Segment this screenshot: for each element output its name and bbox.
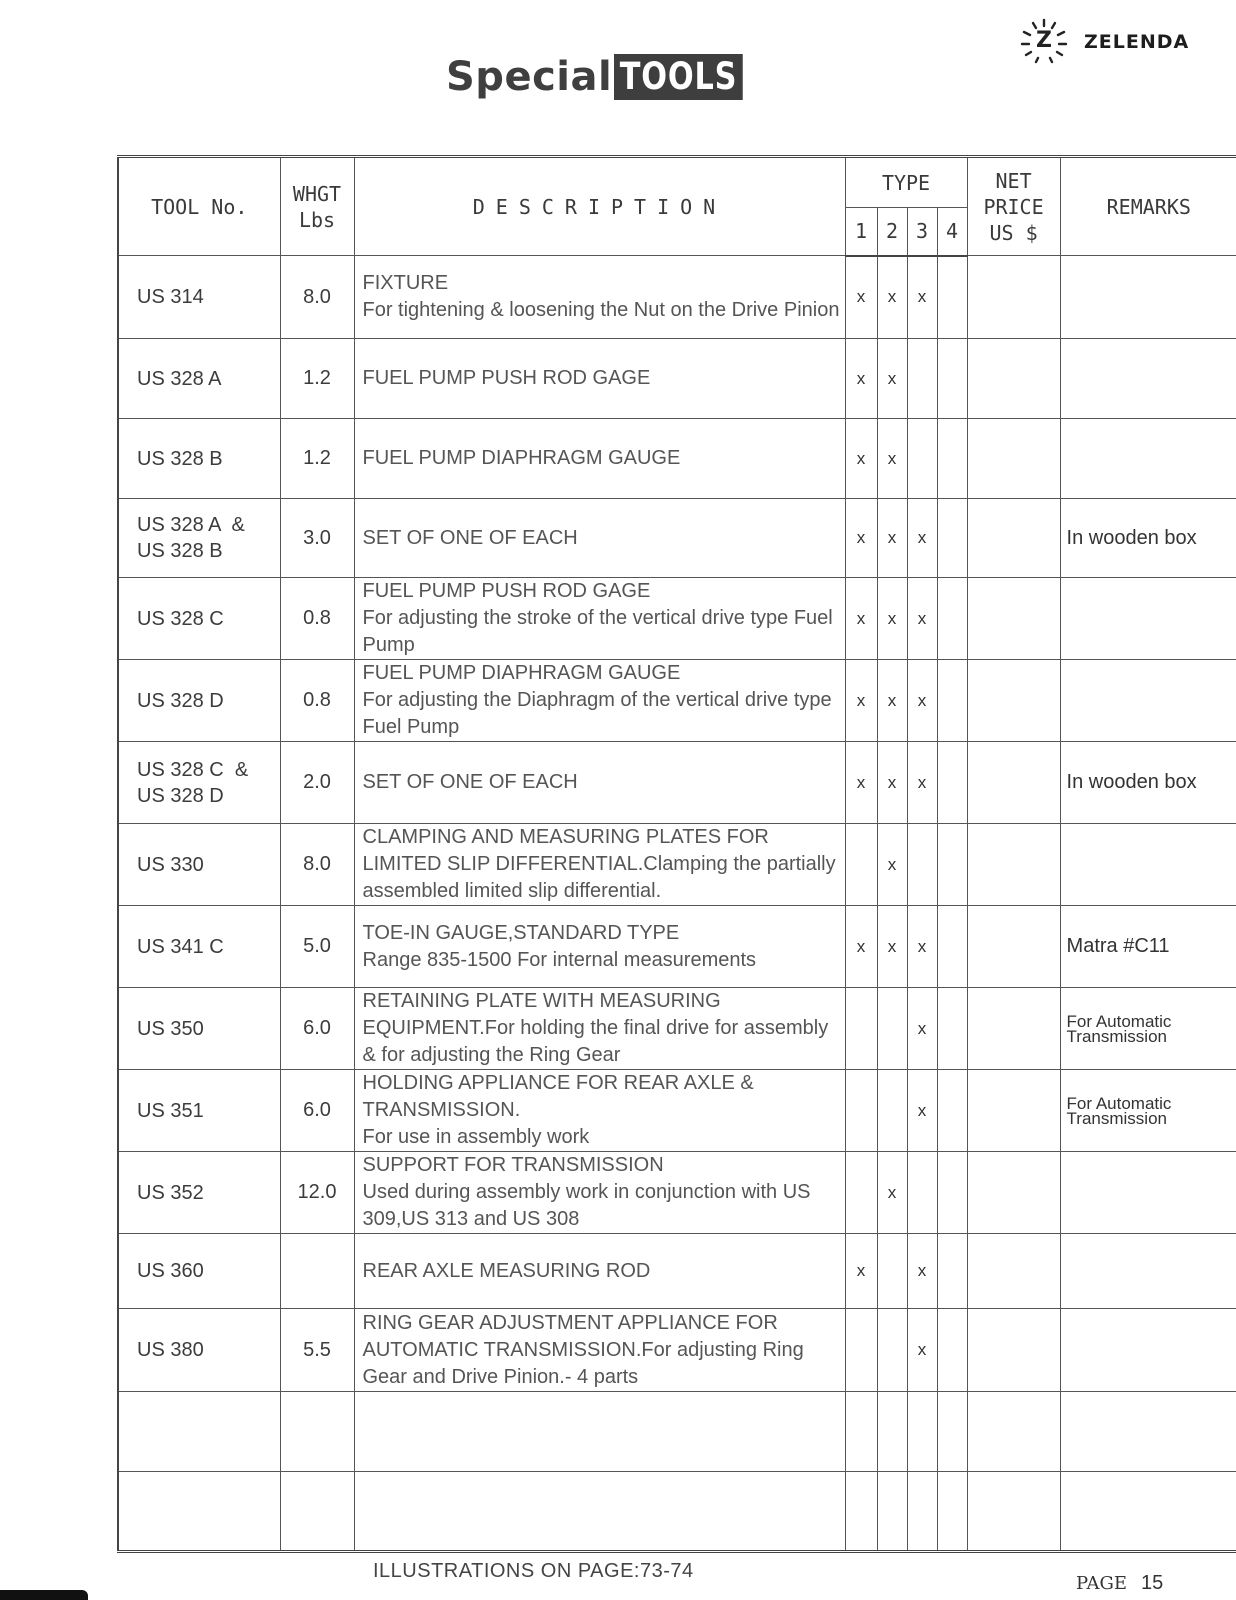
description-title: RING GEAR ADJUSTMENT APPLIANCE FOR AUTOMATIC TRANSMISSION.For adjusting Ring Gear and Drive Pinion.- 4 parts	[362, 1311, 804, 1388]
header-net-price	[967, 157, 1060, 256]
cell-net-price	[967, 339, 1060, 419]
cell-type-3: x	[907, 499, 937, 578]
cell-tool-no	[118, 256, 280, 339]
cell-remarks	[1060, 578, 1236, 660]
description-title: FUEL PUMP DIAPHRAGM GAUGE	[362, 662, 681, 684]
table-row	[118, 906, 1236, 988]
cell-net-price	[967, 1392, 1060, 1472]
cell-weight: 8.0	[280, 824, 354, 906]
cell-weight: 3.0	[280, 499, 354, 578]
cell-type-2	[877, 1234, 907, 1309]
cell-type-1: x	[845, 419, 877, 499]
title-tools-badge: TOOLS	[614, 54, 743, 100]
page-label: PAGE	[1076, 1573, 1127, 1594]
cell-type-2	[877, 1309, 907, 1392]
header-weight	[280, 157, 354, 256]
cell-type-4	[937, 742, 967, 824]
cell-type-2: x	[877, 906, 907, 988]
cell-description	[354, 499, 845, 578]
cell-description	[354, 578, 845, 660]
cell-weight: 0.8	[280, 660, 354, 742]
cell-weight	[280, 1234, 354, 1309]
cell-type-1: x	[845, 906, 877, 988]
cell-type-3	[907, 339, 937, 419]
cell-tool-no	[118, 339, 280, 419]
cell-type-3: x	[907, 1234, 937, 1309]
description-title: SET OF ONE OF EACH	[362, 771, 578, 793]
table-row	[118, 824, 1236, 906]
description-title: CLAMPING AND MEASURING PLATES FOR LIMITED SLIP DIFFERENTIAL.Clamping the partially assembled limited slip differential.	[362, 826, 836, 902]
cell-remarks	[1060, 1392, 1236, 1472]
cell-type-2	[877, 1392, 907, 1472]
description-title: SET OF ONE OF EACH	[362, 526, 578, 549]
cell-weight: 12.0	[280, 1152, 354, 1234]
table-row	[118, 988, 1236, 1070]
cell-remarks	[1060, 256, 1236, 339]
table-row	[118, 419, 1236, 499]
description-title: SUPPORT FOR TRANSMISSION	[362, 1154, 664, 1176]
cell-remarks	[1060, 1309, 1236, 1392]
cell-tool-no	[118, 906, 280, 988]
tool-no-line: US 341 C	[137, 935, 224, 958]
cell-remarks	[1060, 419, 1236, 499]
cell-net-price	[967, 1152, 1060, 1234]
cell-tool-no	[118, 578, 280, 660]
cell-type-1: x	[845, 339, 877, 419]
description-body: For tightening & loosening the Nut on the Drive Pinion	[362, 299, 840, 321]
cell-type-1: x	[845, 578, 877, 660]
cell-tool-no	[118, 1070, 280, 1152]
page-number-value: 15	[1140, 1572, 1164, 1594]
tool-no-line: US 350	[137, 1017, 204, 1040]
cell-type-1: x	[845, 499, 877, 578]
cell-net-price	[967, 660, 1060, 742]
cell-weight: 6.0	[280, 1070, 354, 1152]
cell-type-2: x	[877, 660, 907, 742]
tool-no-line: US 380	[137, 1339, 204, 1361]
cell-type-3: x	[907, 578, 937, 660]
description-title: FUEL PUMP DIAPHRAGM GAUGE	[362, 447, 681, 469]
cell-weight: 8.0	[280, 256, 354, 339]
cell-type-4	[937, 1392, 967, 1472]
table-row	[118, 256, 1236, 339]
cell-tool-no	[118, 1234, 280, 1309]
cell-type-4	[937, 499, 967, 578]
cell-type-2: x	[877, 499, 907, 578]
cell-type-2	[877, 1472, 907, 1552]
cell-type-3: x	[907, 1070, 937, 1152]
cell-type-4	[937, 1309, 967, 1392]
description-body: For use in assembly work	[362, 1126, 590, 1148]
header-type-1: 1	[845, 208, 877, 256]
cell-type-4	[937, 824, 967, 906]
cell-type-4	[937, 1070, 967, 1152]
description-title: FIXTURE	[362, 272, 449, 294]
cell-type-3	[907, 1472, 937, 1552]
cell-type-2: x	[877, 256, 907, 339]
cell-type-2: x	[877, 339, 907, 419]
cell-net-price	[967, 1234, 1060, 1309]
table-row	[118, 1234, 1236, 1309]
cell-remarks: For Automatic Transmission	[1060, 1070, 1236, 1152]
cell-type-4	[937, 906, 967, 988]
cell-weight: 0.8	[280, 578, 354, 660]
cell-type-3: x	[907, 1309, 937, 1392]
cell-type-4	[937, 1152, 967, 1234]
tool-no-line: US 314	[137, 286, 204, 308]
cell-description	[354, 1152, 845, 1234]
description-title: FUEL PUMP PUSH ROD GAGE	[362, 367, 651, 389]
cell-remarks: Matra #C11	[1060, 906, 1236, 988]
tool-no-line: US 328 D	[137, 784, 224, 807]
cell-description	[354, 256, 845, 339]
cell-remarks: In wooden box	[1060, 499, 1236, 578]
description-title: HOLDING APPLIANCE FOR REAR AXLE & TRANSMISSION.	[362, 1072, 754, 1121]
cell-net-price	[967, 1472, 1060, 1552]
cell-remarks	[1060, 824, 1236, 906]
cell-remarks: For Automatic Transmission	[1060, 988, 1236, 1070]
tool-no-line: US 328 B	[137, 540, 223, 562]
cell-net-price	[967, 906, 1060, 988]
tool-no-line: US 328 D	[137, 689, 224, 712]
cell-weight: 6.0	[280, 988, 354, 1070]
tool-no-line: US 351	[137, 1099, 204, 1122]
cell-type-2: x	[877, 742, 907, 824]
cell-net-price	[967, 1309, 1060, 1392]
cell-type-1	[845, 1392, 877, 1472]
table-row	[118, 1472, 1236, 1552]
logo-letter: Z	[1036, 28, 1052, 53]
header-weight-line2: Lbs	[298, 207, 336, 232]
cell-description	[354, 1309, 845, 1392]
page-title	[446, 54, 772, 100]
header-remarks: REMARKS	[1060, 157, 1236, 256]
cell-type-1	[845, 1472, 877, 1552]
cell-tool-no	[118, 1392, 280, 1472]
tool-no-line: US 360	[137, 1260, 204, 1282]
cell-net-price	[967, 419, 1060, 499]
cell-type-4	[937, 578, 967, 660]
tool-no-line: US 328 C &	[137, 758, 249, 781]
tool-no-line: US 328 C	[137, 607, 224, 630]
cell-weight: 5.0	[280, 906, 354, 988]
header-weight-line1: WHGT	[292, 181, 342, 206]
table-row	[118, 1152, 1236, 1234]
cell-tool-no	[118, 660, 280, 742]
cell-type-1: x	[845, 256, 877, 339]
table-row	[118, 578, 1236, 660]
description-title: FUEL PUMP PUSH ROD GAGE	[362, 580, 651, 602]
cell-description	[354, 1472, 845, 1552]
cell-weight	[280, 1472, 354, 1552]
cell-type-1	[845, 1309, 877, 1392]
cell-weight: 1.2	[280, 419, 354, 499]
description-body: Used during assembly work in conjunction with US 309,US 313 and US 308	[362, 1181, 811, 1230]
cell-description	[354, 906, 845, 988]
cell-type-4	[937, 1472, 967, 1552]
tools-table	[117, 155, 1236, 1553]
cell-weight: 2.0	[280, 742, 354, 824]
cell-type-2: x	[877, 824, 907, 906]
cell-tool-no	[118, 824, 280, 906]
cell-tool-no	[118, 1309, 280, 1392]
cell-description	[354, 988, 845, 1070]
cell-remarks	[1060, 339, 1236, 419]
description-title: REAR AXLE MEASURING ROD	[362, 1259, 651, 1282]
cell-net-price	[967, 742, 1060, 824]
cell-net-price	[967, 578, 1060, 660]
table-row	[118, 1309, 1236, 1392]
cell-type-1	[845, 824, 877, 906]
scan-artifact	[0, 1590, 88, 1600]
tool-no-line: US 328 A	[137, 367, 222, 390]
header-price-line1: NET	[995, 168, 1032, 193]
cell-description	[354, 742, 845, 824]
header-description: DESCRIPTION	[354, 157, 845, 256]
cell-net-price	[967, 499, 1060, 578]
cell-type-1: x	[845, 660, 877, 742]
cell-type-4	[937, 256, 967, 339]
tool-no-line: US 328 A &	[137, 514, 245, 536]
cell-type-2: x	[877, 419, 907, 499]
cell-type-1	[845, 988, 877, 1070]
tool-no-line: US 352	[137, 1181, 204, 1204]
cell-net-price	[967, 824, 1060, 906]
brand-name: ZELENDA	[1084, 31, 1190, 53]
cell-type-3: x	[907, 256, 937, 339]
cell-tool-no	[118, 1472, 280, 1552]
description-title: RETAINING PLATE WITH MEASURING EQUIPMENT.For holding the final drive for assembly & for adjusting the Ring Gear	[362, 990, 829, 1066]
cell-type-1: x	[845, 1234, 877, 1309]
cell-type-3: x	[907, 988, 937, 1070]
cell-type-1	[845, 1070, 877, 1152]
cell-type-3	[907, 1152, 937, 1234]
header-price-line3: US $	[989, 220, 1038, 245]
cell-tool-no	[118, 1152, 280, 1234]
cell-net-price	[967, 988, 1060, 1070]
cell-weight: 5.5	[280, 1309, 354, 1392]
cell-type-3: x	[907, 660, 937, 742]
table-row	[118, 742, 1236, 824]
title-special: Special	[446, 54, 613, 100]
cell-type-3	[907, 419, 937, 499]
cell-net-price	[967, 1070, 1060, 1152]
description-body: For adjusting the stroke of the vertical drive type Fuel Pump	[362, 607, 833, 656]
table-row	[118, 339, 1236, 419]
cell-remarks	[1060, 1472, 1236, 1552]
cell-type-2	[877, 1070, 907, 1152]
cell-description	[354, 1070, 845, 1152]
header-type: TYPE	[845, 157, 967, 208]
cell-type-4	[937, 1234, 967, 1309]
cell-type-3: x	[907, 906, 937, 988]
cell-type-2: x	[877, 1152, 907, 1234]
cell-type-2: x	[877, 578, 907, 660]
cell-type-1	[845, 1152, 877, 1234]
cell-type-4	[937, 988, 967, 1070]
cell-remarks	[1060, 660, 1236, 742]
brand-logo	[1018, 18, 1189, 66]
header-tool-no: TOOL No.	[118, 157, 280, 256]
illustrations-note: ILLUSTRATIONS ON PAGE:73-74	[373, 1560, 694, 1582]
table-row	[118, 1070, 1236, 1152]
cell-remarks	[1060, 1152, 1236, 1234]
cell-description	[354, 339, 845, 419]
header-type-3: 3	[907, 208, 937, 256]
table-row	[118, 660, 1236, 742]
cell-description	[354, 1392, 845, 1472]
cell-type-3	[907, 824, 937, 906]
cell-tool-no	[118, 499, 280, 578]
cell-type-2	[877, 988, 907, 1070]
cell-remarks: In wooden box	[1060, 742, 1236, 824]
table-row	[118, 1392, 1236, 1472]
description-body: Range 835-1500 For internal measurements	[362, 948, 757, 971]
description-body: For adjusting the Diaphragm of the vertical drive type Fuel Pump	[362, 689, 832, 738]
cell-description	[354, 419, 845, 499]
cell-type-3: x	[907, 742, 937, 824]
header-type-2: 2	[877, 208, 907, 256]
cell-type-3	[907, 1392, 937, 1472]
cell-remarks	[1060, 1234, 1236, 1309]
description-title: TOE-IN GAUGE,STANDARD TYPE	[362, 921, 680, 944]
cell-tool-no	[118, 988, 280, 1070]
cell-weight	[280, 1392, 354, 1472]
cell-description	[354, 1234, 845, 1309]
cell-type-1: x	[845, 742, 877, 824]
header-type-4: 4	[937, 208, 967, 256]
cell-description	[354, 824, 845, 906]
cell-weight: 1.2	[280, 339, 354, 419]
cell-type-4	[937, 660, 967, 742]
cell-type-4	[937, 419, 967, 499]
header-price-line2: PRICE	[983, 194, 1044, 219]
tool-no-line: US 328 B	[137, 447, 223, 470]
table-row	[118, 499, 1236, 578]
sunburst-icon	[1018, 18, 1070, 66]
cell-description	[354, 660, 845, 742]
tool-no-line: US 330	[137, 853, 204, 876]
cell-tool-no	[118, 742, 280, 824]
cell-net-price	[967, 256, 1060, 339]
cell-tool-no	[118, 419, 280, 499]
page-number	[1076, 1572, 1163, 1595]
cell-type-4	[937, 339, 967, 419]
